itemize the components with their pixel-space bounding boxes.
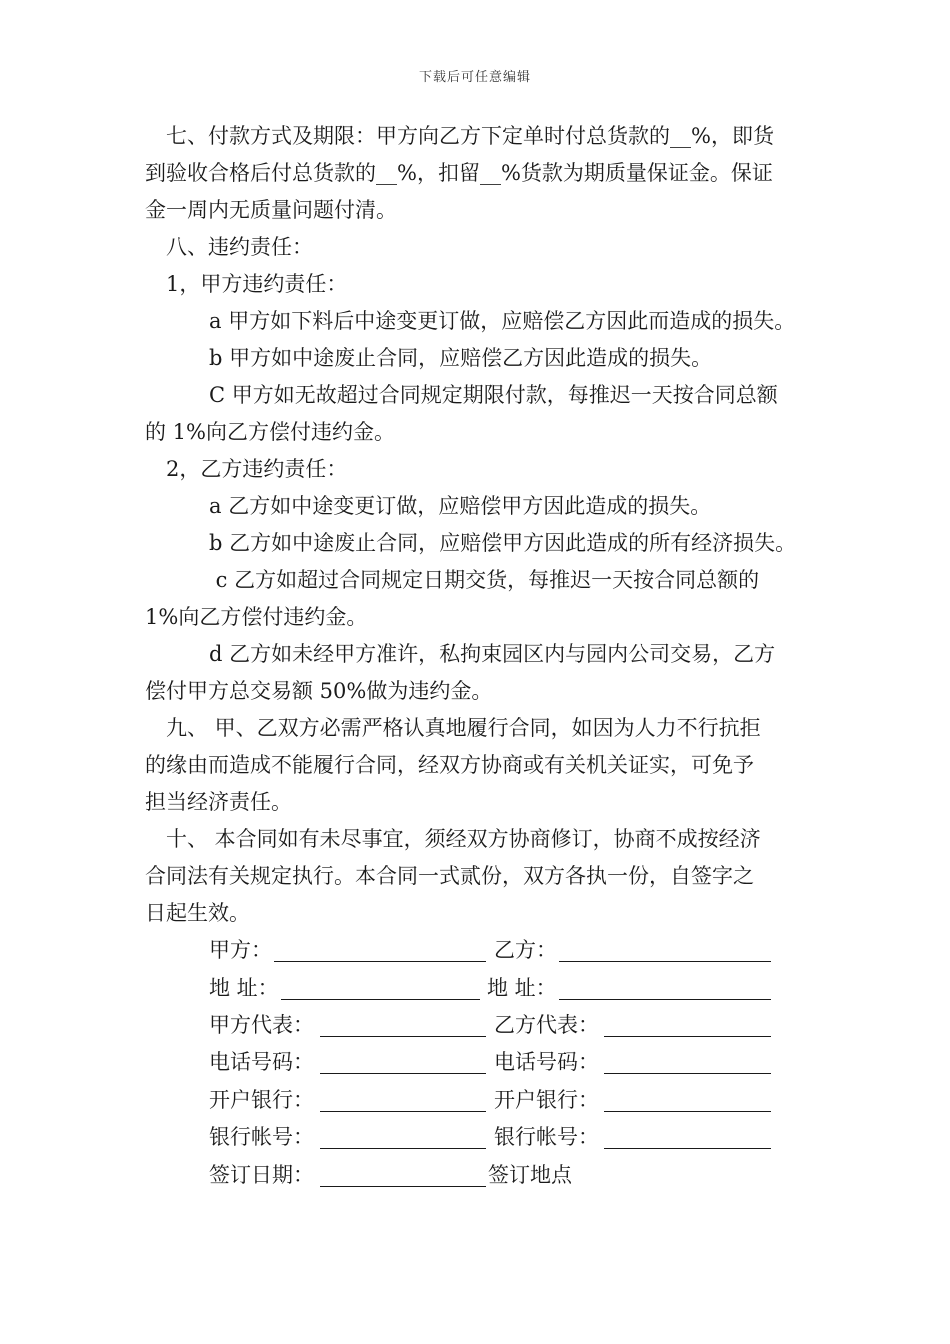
party-b-label: 乙方： — [494, 938, 557, 962]
bank-b-label: 开户银行： — [494, 1088, 599, 1112]
clause-8-2-d-line-1: d 乙方如未经甲方准许，私拘束园区内与园内公司交易，乙方 — [209, 642, 776, 666]
clause-10-line-1: 十、 本合同如有未尽事宜，须经双方协商修订，协商不成按经济 — [166, 827, 761, 851]
clause-10-line-2: 合同法有关规定执行。本合同一式贰份，双方各执一份，自签字之 — [145, 864, 754, 888]
clause-7-line-2: 到验收合格后付总货款的__%，扣留__%货款为期质量保证金。保证 — [145, 161, 773, 185]
account-b-label: 银行帐号： — [494, 1125, 599, 1149]
clause-8-1-a: a 甲方如下料后中途变更订做，应赔偿乙方因此而造成的损失。 — [209, 309, 796, 333]
clause-8-2-b: b 乙方如中途废止合同，应赔偿甲方因此造成的所有经济损失。 — [209, 531, 797, 555]
address-a-blank — [281, 999, 480, 1000]
rep-a-blank — [320, 1036, 486, 1037]
clause-9-line-3: 担当经济责任。 — [145, 790, 292, 814]
account-a-label: 银行帐号： — [209, 1125, 314, 1149]
clause-8-2-d-line-2: 偿付甲方总交易额 50%做为违约金。 — [145, 679, 493, 703]
clause-8-1-c-line-2: 的 1%向乙方偿付违约金。 — [145, 420, 395, 444]
account-b-blank — [604, 1148, 771, 1149]
place-label: 签订地点 — [488, 1163, 572, 1187]
clause-8-1-heading: 1，甲方违约责任： — [166, 272, 348, 296]
account-a-blank — [320, 1148, 486, 1149]
clause-10-line-3: 日起生效。 — [145, 901, 250, 925]
phone-b-label: 电话号码： — [494, 1050, 599, 1074]
party-b-blank — [559, 961, 771, 962]
clause-8-heading: 八、违约责任： — [166, 235, 313, 259]
party-a-label: 甲方： — [209, 938, 272, 962]
clause-8-1-b: b 甲方如中途废止合同，应赔偿乙方因此造成的损失。 — [209, 346, 713, 370]
rep-a-label: 甲方代表： — [209, 1013, 314, 1037]
address-a-label: 地 址： — [209, 976, 279, 1000]
address-b-blank — [559, 999, 771, 1000]
clause-8-1-c-line-1: C 甲方如无故超过合同规定期限付款，每推迟一天按合同总额 — [209, 383, 778, 407]
bank-b-blank — [604, 1111, 771, 1112]
clause-9-line-2: 的缘由而造成不能履行合同，经双方协商或有关机关证实，可免予 — [145, 753, 754, 777]
date-label: 签订日期： — [209, 1163, 314, 1187]
clause-8-2-c-line-2: 1%向乙方偿付违约金。 — [145, 605, 368, 629]
phone-a-blank — [320, 1073, 486, 1074]
bank-a-blank — [320, 1111, 486, 1112]
phone-b-blank — [604, 1073, 771, 1074]
clause-9-line-1: 九、 甲、乙双方必需严格认真地履行合同，如因为人力不行抗拒 — [166, 716, 761, 740]
clause-7-line-1: 七、付款方式及期限：甲方向乙方下定单时付总货款的__%，即货 — [166, 124, 774, 148]
party-a-blank — [274, 961, 486, 962]
phone-a-label: 电话号码： — [209, 1050, 314, 1074]
page-header: 下载后可任意编辑 — [418, 70, 531, 85]
bank-a-label: 开户银行： — [209, 1088, 314, 1112]
clause-8-2-a: a 乙方如中途变更订做，应赔偿甲方因此造成的损失。 — [209, 494, 712, 518]
address-b-label: 地 址： — [487, 976, 557, 1000]
rep-b-blank — [604, 1036, 771, 1037]
clause-7-line-3: 金一周内无质量问题付清。 — [145, 198, 397, 222]
clause-8-2-heading: 2，乙方违约责任： — [166, 457, 348, 481]
clause-8-2-c-line-1: c 乙方如超过合同规定日期交货，每推迟一天按合同总额的 — [209, 568, 760, 592]
rep-b-label: 乙方代表： — [494, 1013, 599, 1037]
date-blank — [320, 1186, 486, 1187]
